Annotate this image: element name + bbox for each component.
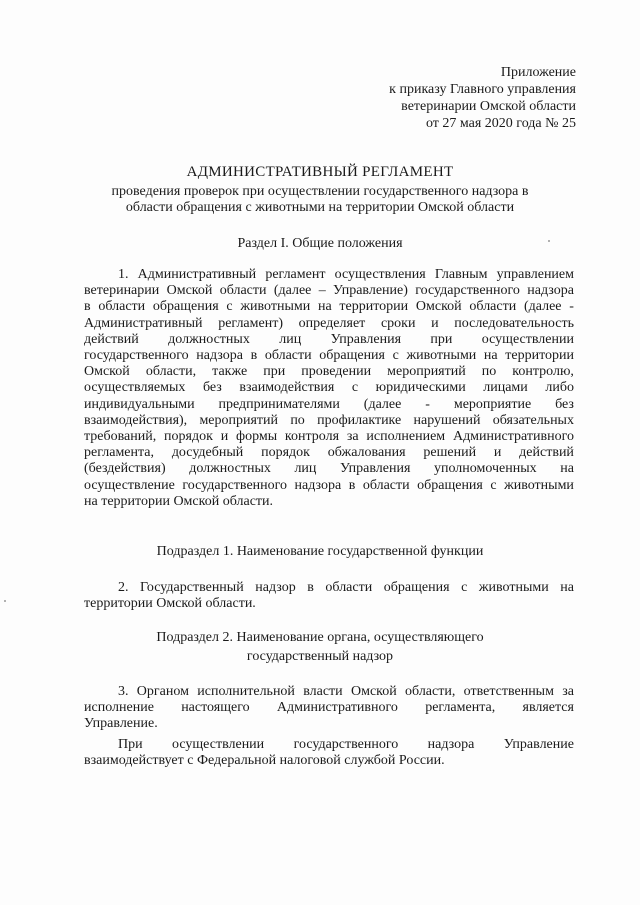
word: исполнительной bbox=[197, 684, 295, 699]
word: государственного bbox=[293, 737, 399, 752]
word: надзора bbox=[527, 283, 574, 299]
word: либо bbox=[545, 380, 574, 396]
word: мероприятий bbox=[387, 364, 466, 380]
word: области bbox=[362, 477, 410, 493]
word: действий bbox=[519, 445, 574, 461]
text-line bbox=[84, 580, 574, 596]
subsection-heading: Подраздел 1. Наименование государственной функции bbox=[156, 544, 484, 559]
word: области bbox=[264, 348, 312, 364]
paragraph-1 bbox=[84, 267, 574, 510]
word: Омской bbox=[84, 364, 130, 380]
word: на bbox=[560, 580, 574, 595]
word: Главным bbox=[434, 267, 488, 282]
line-text: на территории Омской области. bbox=[84, 493, 274, 509]
word: (далее bbox=[363, 396, 402, 412]
word: обращения bbox=[319, 348, 385, 364]
word: Административный bbox=[137, 267, 257, 282]
word: области bbox=[325, 580, 373, 595]
word: за bbox=[346, 429, 359, 445]
word: 1. bbox=[118, 267, 129, 282]
word: обращения bbox=[383, 580, 450, 595]
word: Управления bbox=[339, 461, 411, 477]
appendix-line: Приложение bbox=[500, 65, 576, 80]
appendix-line: от 27 мая 2020 года № 25 bbox=[425, 116, 576, 131]
word: области bbox=[219, 283, 267, 299]
word: области, bbox=[145, 364, 197, 380]
text-line bbox=[84, 267, 574, 283]
word: Административного bbox=[276, 700, 398, 716]
word: профилактике bbox=[317, 412, 402, 428]
text-line bbox=[84, 380, 574, 396]
word: - bbox=[569, 299, 574, 315]
word: с bbox=[351, 380, 359, 396]
word: 3. bbox=[118, 684, 129, 699]
word: Омской bbox=[166, 283, 213, 299]
word: государственного bbox=[84, 348, 189, 364]
word: (далее bbox=[273, 283, 312, 299]
word: обращения bbox=[417, 477, 483, 493]
word: на bbox=[317, 299, 332, 315]
text-line bbox=[84, 348, 574, 364]
word: также bbox=[212, 364, 248, 380]
word: Государственный bbox=[140, 580, 244, 595]
word: и bbox=[493, 445, 502, 461]
word: в bbox=[307, 580, 314, 595]
word: формы bbox=[236, 429, 278, 445]
word: с bbox=[392, 348, 399, 364]
word: надзор bbox=[255, 580, 296, 595]
word: взаимодействия), bbox=[84, 412, 188, 428]
word: животными bbox=[406, 348, 477, 364]
word: Органом bbox=[136, 684, 189, 699]
word: исполнение bbox=[84, 700, 154, 716]
document-subtitle: проведения проверок при осуществлении государственного надзора в области обращения с животными на территории Омской области bbox=[111, 184, 529, 215]
text-line bbox=[84, 716, 574, 732]
appendix-line: ветеринарии Омской области bbox=[401, 99, 576, 114]
paragraph-4 bbox=[84, 737, 574, 769]
text-line bbox=[84, 445, 574, 461]
subsection-heading: государственный надзор bbox=[246, 649, 394, 664]
word: управлением bbox=[496, 267, 574, 282]
word: в bbox=[348, 477, 356, 493]
word: с bbox=[490, 477, 497, 493]
paragraph-2 bbox=[84, 580, 574, 612]
word: власти bbox=[303, 684, 343, 699]
word: определяет bbox=[298, 315, 366, 331]
text-line bbox=[84, 478, 574, 494]
word: является bbox=[522, 700, 574, 716]
text-line bbox=[84, 316, 574, 332]
word: регламент bbox=[265, 267, 326, 282]
paragraph-3 bbox=[84, 684, 574, 733]
word: ветеринарии bbox=[84, 283, 160, 299]
word: решений bbox=[423, 445, 477, 461]
word: исполнением bbox=[366, 429, 446, 445]
word: нарушений bbox=[413, 412, 481, 428]
word: на bbox=[560, 461, 574, 477]
text-line bbox=[84, 413, 574, 429]
word: взаимодействия bbox=[239, 380, 335, 396]
word: 2. bbox=[118, 580, 129, 595]
text-line bbox=[84, 364, 574, 380]
word: на bbox=[483, 348, 498, 364]
word: регламент) bbox=[218, 315, 283, 331]
word: Омской bbox=[350, 684, 397, 699]
word: При bbox=[118, 737, 143, 752]
word: индивидуальными bbox=[84, 396, 195, 412]
word: мероприятий bbox=[199, 412, 279, 428]
line-text: Управление. bbox=[84, 716, 158, 732]
word: Административного bbox=[452, 429, 574, 445]
word: с bbox=[461, 580, 468, 595]
word: Управление) bbox=[333, 283, 408, 299]
word: государственного bbox=[415, 283, 520, 299]
word: в bbox=[84, 299, 91, 315]
word: лиц bbox=[279, 331, 302, 347]
text-line bbox=[84, 461, 574, 477]
word: за bbox=[562, 684, 574, 699]
word: области bbox=[98, 299, 146, 315]
word: по bbox=[290, 412, 305, 428]
word: порядок bbox=[261, 445, 310, 461]
word: обязательных bbox=[492, 412, 574, 428]
word: лиц bbox=[294, 461, 317, 477]
word: последовательность bbox=[454, 315, 574, 331]
word: (далее bbox=[523, 299, 562, 315]
word: - bbox=[425, 396, 430, 412]
word: без bbox=[202, 380, 222, 396]
word: должностных bbox=[189, 461, 271, 477]
word: области, bbox=[405, 684, 456, 699]
word: проведении bbox=[301, 364, 372, 380]
word: осуществлении bbox=[172, 737, 265, 752]
word: должностных bbox=[168, 331, 250, 347]
text-line bbox=[84, 753, 574, 769]
line-text: взаимодействует с Федеральной налоговой службой России. bbox=[84, 753, 445, 769]
line-text: территории Омской области. bbox=[84, 596, 256, 612]
word: осуществлении bbox=[481, 331, 574, 347]
word: контролю, bbox=[512, 364, 574, 380]
word: с bbox=[226, 299, 233, 315]
word: животными bbox=[504, 477, 574, 493]
word: контроля bbox=[284, 429, 340, 445]
word: сроки bbox=[380, 315, 416, 331]
text-line bbox=[84, 397, 574, 413]
word: досудебный bbox=[171, 445, 244, 461]
text-line bbox=[84, 332, 574, 348]
word: лицами bbox=[483, 380, 528, 396]
word: надзора bbox=[196, 348, 243, 364]
appendix-block bbox=[389, 64, 576, 132]
word: без bbox=[555, 396, 574, 412]
document-title: АДМИНИСТРАТИВНЫЙ РЕГЛАМЕНТ bbox=[186, 164, 454, 180]
word: Управления bbox=[330, 331, 402, 347]
word: юридическими bbox=[375, 380, 466, 396]
word: при bbox=[430, 331, 453, 347]
word: обращения bbox=[152, 299, 219, 315]
word: территории bbox=[339, 299, 409, 315]
word: мероприятие bbox=[453, 396, 532, 412]
text-line bbox=[84, 283, 574, 299]
word: обжалования bbox=[327, 445, 406, 461]
word: регламента, bbox=[425, 700, 496, 716]
word: надзора bbox=[294, 477, 342, 493]
word: Омской bbox=[415, 299, 462, 315]
word: действий bbox=[84, 331, 139, 347]
word: (бездействия) bbox=[84, 461, 166, 477]
word: области bbox=[469, 299, 517, 315]
word: настоящего bbox=[181, 700, 250, 716]
word: требований, bbox=[84, 429, 157, 445]
word: животными bbox=[478, 580, 549, 595]
word: животными bbox=[240, 299, 311, 315]
scan-speck bbox=[548, 240, 550, 242]
word: ответственным bbox=[463, 684, 554, 699]
word: порядок bbox=[164, 429, 213, 445]
text-line bbox=[84, 596, 574, 612]
word: осуществляемых bbox=[84, 380, 186, 396]
section-heading: Раздел I. Общие положения bbox=[237, 236, 403, 251]
word: территории bbox=[505, 348, 574, 364]
word: в bbox=[250, 348, 258, 364]
text-line bbox=[84, 684, 574, 700]
word: при bbox=[263, 364, 286, 380]
word: предпринимателями bbox=[218, 396, 340, 412]
word: регламента, bbox=[84, 445, 155, 461]
appendix-line: к приказу Главного управления bbox=[389, 82, 576, 97]
word: и bbox=[220, 429, 229, 445]
text-line bbox=[84, 299, 574, 315]
word: государственного bbox=[182, 477, 288, 493]
text-line bbox=[84, 494, 574, 510]
text-line bbox=[84, 737, 574, 753]
word: Административный bbox=[84, 315, 203, 331]
text-line bbox=[84, 429, 574, 445]
text-line bbox=[84, 700, 574, 716]
word: – bbox=[318, 283, 326, 299]
scan-speck bbox=[4, 600, 6, 602]
subsection-heading: Подраздел 2. Наименование органа, осуществляющего bbox=[156, 630, 484, 645]
word: Управление bbox=[503, 737, 574, 752]
word: по bbox=[481, 364, 497, 380]
word: и bbox=[431, 315, 439, 331]
word: надзора bbox=[427, 737, 475, 752]
word: осуществления bbox=[334, 267, 426, 282]
word: уполномоченных bbox=[433, 461, 537, 477]
word: осуществление bbox=[84, 477, 175, 493]
